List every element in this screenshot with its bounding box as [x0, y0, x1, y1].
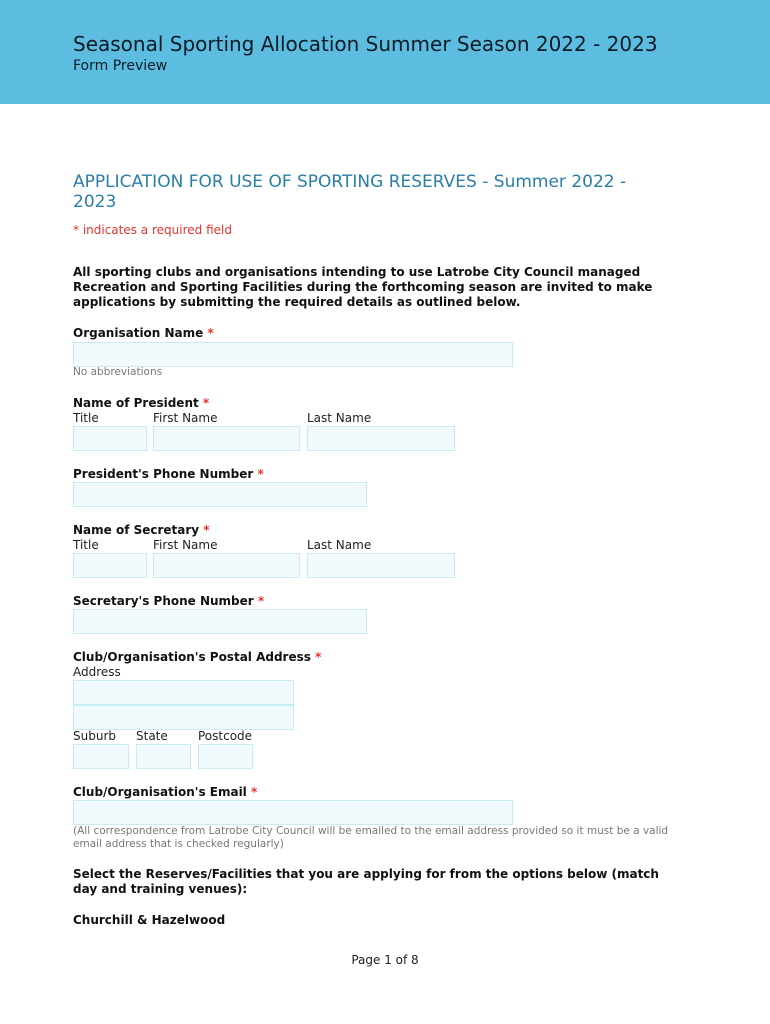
- organisation-name-hint: No abbreviations: [73, 366, 163, 378]
- president-title-label: Title: [73, 411, 99, 425]
- page-number: Page 1 of 8: [351, 953, 419, 967]
- reserves-label: Select the Reserves/Facilities that you are applying for from the options below (match day and training venues):: [73, 867, 659, 896]
- postcode-input[interactable]: [198, 744, 253, 769]
- address-line-1-input[interactable]: [73, 680, 294, 705]
- president-first-name-label: First Name: [153, 411, 218, 425]
- president-phone-input[interactable]: [73, 482, 367, 507]
- suburb-label: Suburb: [73, 729, 116, 743]
- secretary-title-input[interactable]: [73, 553, 147, 578]
- required-marker: *: [207, 326, 214, 340]
- suburb-input[interactable]: [73, 744, 129, 769]
- president-phone-label: President's Phone Number *: [73, 467, 264, 481]
- state-label: State: [136, 729, 168, 743]
- organisation-name-label: Organisation Name *: [73, 326, 214, 340]
- required-marker: *: [202, 396, 210, 410]
- president-name-label: Name of President *: [73, 396, 210, 410]
- secretary-last-name-input[interactable]: [307, 553, 455, 578]
- president-first-name-input[interactable]: [153, 426, 300, 451]
- president-title-input[interactable]: [73, 426, 147, 451]
- address-label: Address: [73, 665, 121, 679]
- email-input[interactable]: [73, 800, 513, 825]
- required-marker: *: [315, 650, 322, 664]
- form-header-subtitle: Form Preview: [73, 58, 168, 74]
- required-marker: *: [203, 523, 210, 537]
- secretary-phone-label: Secretary's Phone Number *: [73, 594, 265, 608]
- churchill-hazelwood-heading: Churchill & Hazelwood: [73, 913, 226, 927]
- postal-address-label: Club/Organisation's Postal Address *: [73, 650, 322, 664]
- secretary-phone-input[interactable]: [73, 609, 367, 634]
- form-header: [0, 0, 770, 104]
- secretary-first-name-label: First Name: [153, 538, 218, 552]
- secretary-first-name-input[interactable]: [153, 553, 300, 578]
- address-line-2-input[interactable]: [73, 705, 294, 730]
- email-hint: (All correspondence from Latrobe City Council will be emailed to the email address provided so it must be a valid email address that is checked regularly): [73, 825, 669, 850]
- required-field-note: * indicates a required field: [73, 223, 232, 237]
- form-title: APPLICATION FOR USE OF SPORTING RESERVES - Summer 2022 - 2023: [73, 172, 627, 212]
- required-marker: *: [257, 594, 265, 608]
- organisation-name-input[interactable]: [73, 342, 513, 367]
- email-label: Club/Organisation's Email *: [73, 785, 258, 799]
- form-header-title: Seasonal Sporting Allocation Summer Season 2022 - 2023: [73, 32, 658, 56]
- required-marker: *: [257, 467, 264, 481]
- secretary-title-label: Title: [73, 538, 99, 552]
- required-marker: *: [250, 785, 258, 799]
- secretary-last-name-label: Last Name: [307, 538, 372, 552]
- state-input[interactable]: [136, 744, 191, 769]
- intro-text: All sporting clubs and organisations intending to use Latrobe City Council managed Recreation and Sporting Facilities during the forthcoming season are invited to make applications by submitting the required details as outlined below.: [73, 265, 653, 309]
- president-last-name-input[interactable]: [307, 426, 455, 451]
- secretary-name-label: Name of Secretary *: [73, 523, 210, 537]
- postcode-label: Postcode: [198, 729, 253, 743]
- president-last-name-label: Last Name: [307, 411, 372, 425]
